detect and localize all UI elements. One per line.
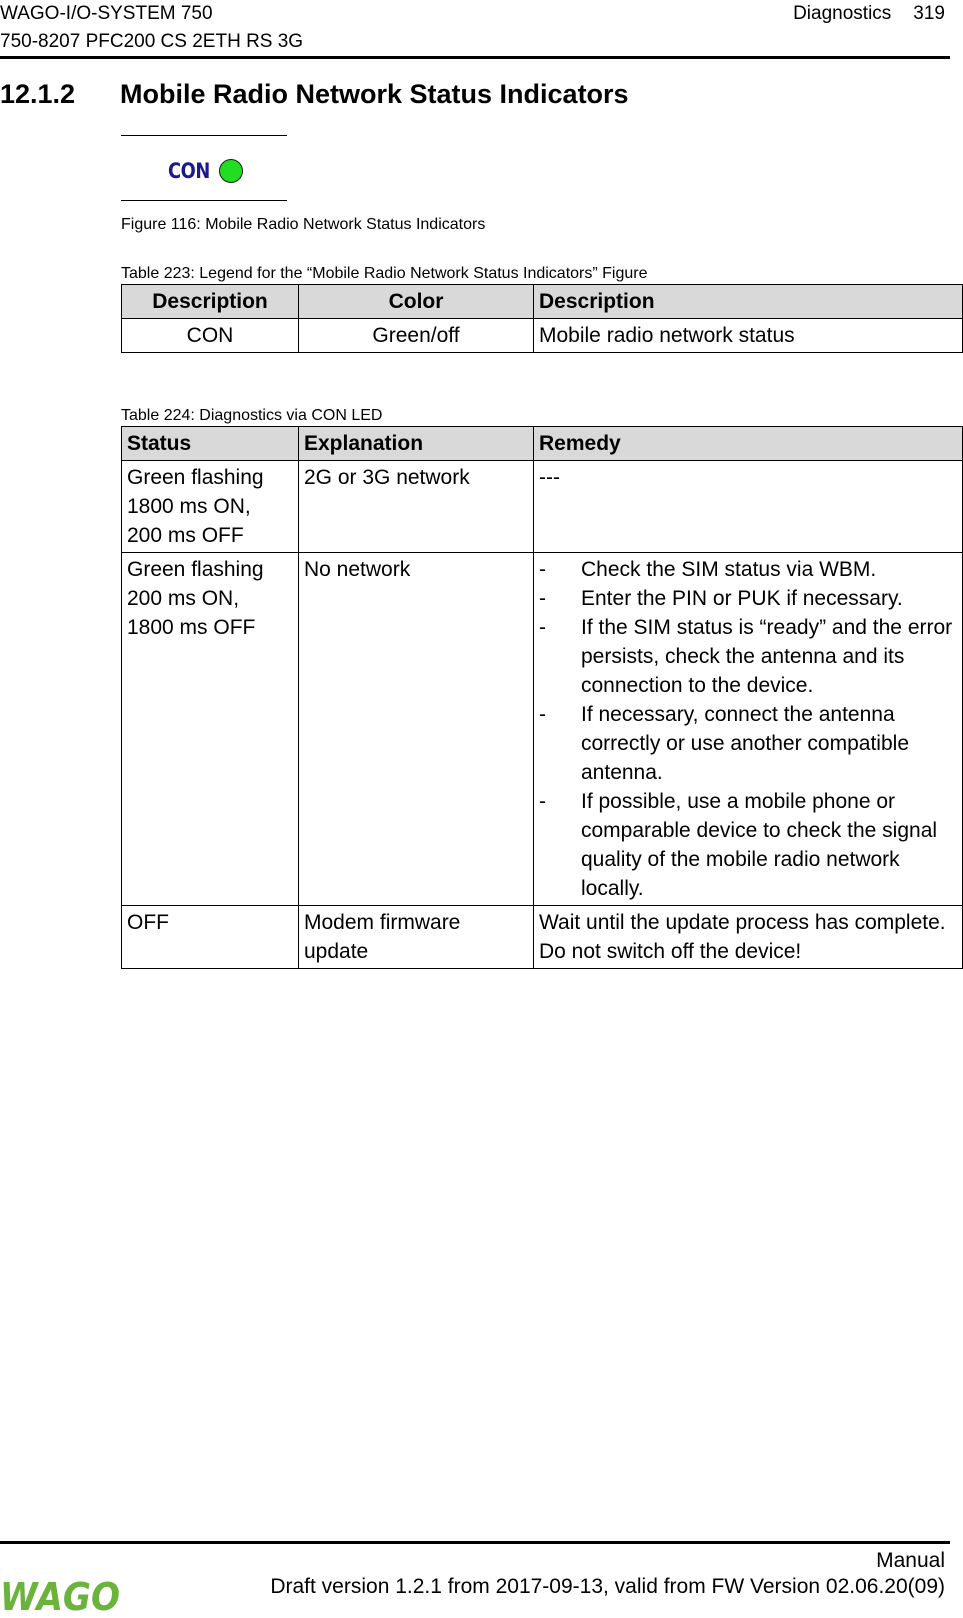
status-line: 1800 ms OFF — [127, 616, 256, 639]
table-header-row — [122, 427, 963, 461]
table-cell: Mobile radio network status — [534, 319, 963, 353]
diagnostics-table — [121, 426, 963, 969]
running-header-right — [793, 0, 945, 28]
table-cell: Green/off — [299, 319, 534, 353]
table224-caption: Table 224: Diagnostics via CON LED — [121, 407, 383, 424]
list-item: - Check the SIM status via WBM. — [539, 555, 957, 584]
status-cell — [122, 553, 299, 906]
section-number: 12.1.2 — [0, 79, 76, 109]
remedy-list — [539, 555, 957, 903]
wago-logo-text: WAGO — [0, 1576, 120, 1616]
status-line: 200 ms ON, — [127, 587, 240, 610]
remedy-line: Wait until the update process has complete. — [539, 911, 946, 934]
con-led-figure — [168, 153, 243, 189]
column-header: Description — [122, 285, 299, 319]
page-number: 319 — [913, 3, 945, 24]
explanation-cell: Modem firmware update — [299, 906, 534, 969]
list-item: - Enter the PIN or PUK if necessary. — [539, 584, 957, 613]
footer-draft-note: Draft version 1.2.1 from 2017-09-13, valid from FW Version 02.06.20(09) — [270, 1575, 945, 1598]
header-chapter: Diagnostics — [793, 3, 892, 24]
status-cell — [122, 461, 299, 553]
figure-top-rule — [121, 135, 287, 136]
table-row — [122, 906, 963, 969]
led-green-icon — [219, 159, 243, 183]
status-line: 1800 ms ON, — [127, 495, 251, 518]
table-cell: CON — [122, 319, 299, 353]
status-line: 200 ms OFF — [127, 524, 244, 547]
status-line: Green flashing — [127, 558, 264, 581]
footer-divider — [0, 1541, 950, 1544]
section-heading — [0, 76, 629, 112]
table-row — [122, 461, 963, 553]
section-title: Mobile Radio Network Status Indicators — [120, 79, 629, 109]
remedy-cell: --- — [534, 461, 963, 553]
footer-doc-type: Manual — [876, 1549, 945, 1572]
wago-logo — [0, 1576, 122, 1616]
column-header: Explanation — [299, 427, 534, 461]
status-line: Green flashing — [127, 466, 264, 489]
column-header: Description — [534, 285, 963, 319]
remedy-cell — [534, 553, 963, 906]
figure-caption: Figure 116: Mobile Radio Network Status Indicators — [121, 216, 486, 233]
column-header: Status — [122, 427, 299, 461]
list-item: - If necessary, connect the antenna correctly or use another compatible antenna. — [539, 700, 957, 787]
table-row — [122, 553, 963, 906]
status-line: OFF — [127, 911, 169, 934]
legend-table — [121, 284, 963, 353]
table-row — [122, 319, 963, 353]
con-led-label: CON — [168, 159, 210, 183]
explanation-cell: No network — [299, 553, 534, 906]
status-cell — [122, 906, 299, 969]
running-header-left — [0, 0, 303, 56]
header-system: WAGO-I/O-SYSTEM 750 — [0, 3, 213, 24]
remedy-cell — [534, 906, 963, 969]
header-divider — [0, 56, 950, 59]
table-header-row — [122, 285, 963, 319]
figure-bottom-rule — [121, 200, 287, 201]
header-product: 750-8207 PFC200 CS 2ETH RS 3G — [0, 31, 304, 52]
column-header: Color — [299, 285, 534, 319]
list-item: - If the SIM status is “ready” and the error persists, check the antenna and its connection to the device. — [539, 613, 957, 700]
explanation-cell: 2G or 3G network — [299, 461, 534, 553]
list-item: - If possible, use a mobile phone or comparable device to check the signal quality of the mobile radio network locally. — [539, 787, 957, 903]
remedy-line: Do not switch off the device! — [539, 940, 802, 963]
table223-caption: Table 223: Legend for the “Mobile Radio Network Status Indicators” Figure — [121, 265, 648, 282]
column-header: Remedy — [534, 427, 963, 461]
